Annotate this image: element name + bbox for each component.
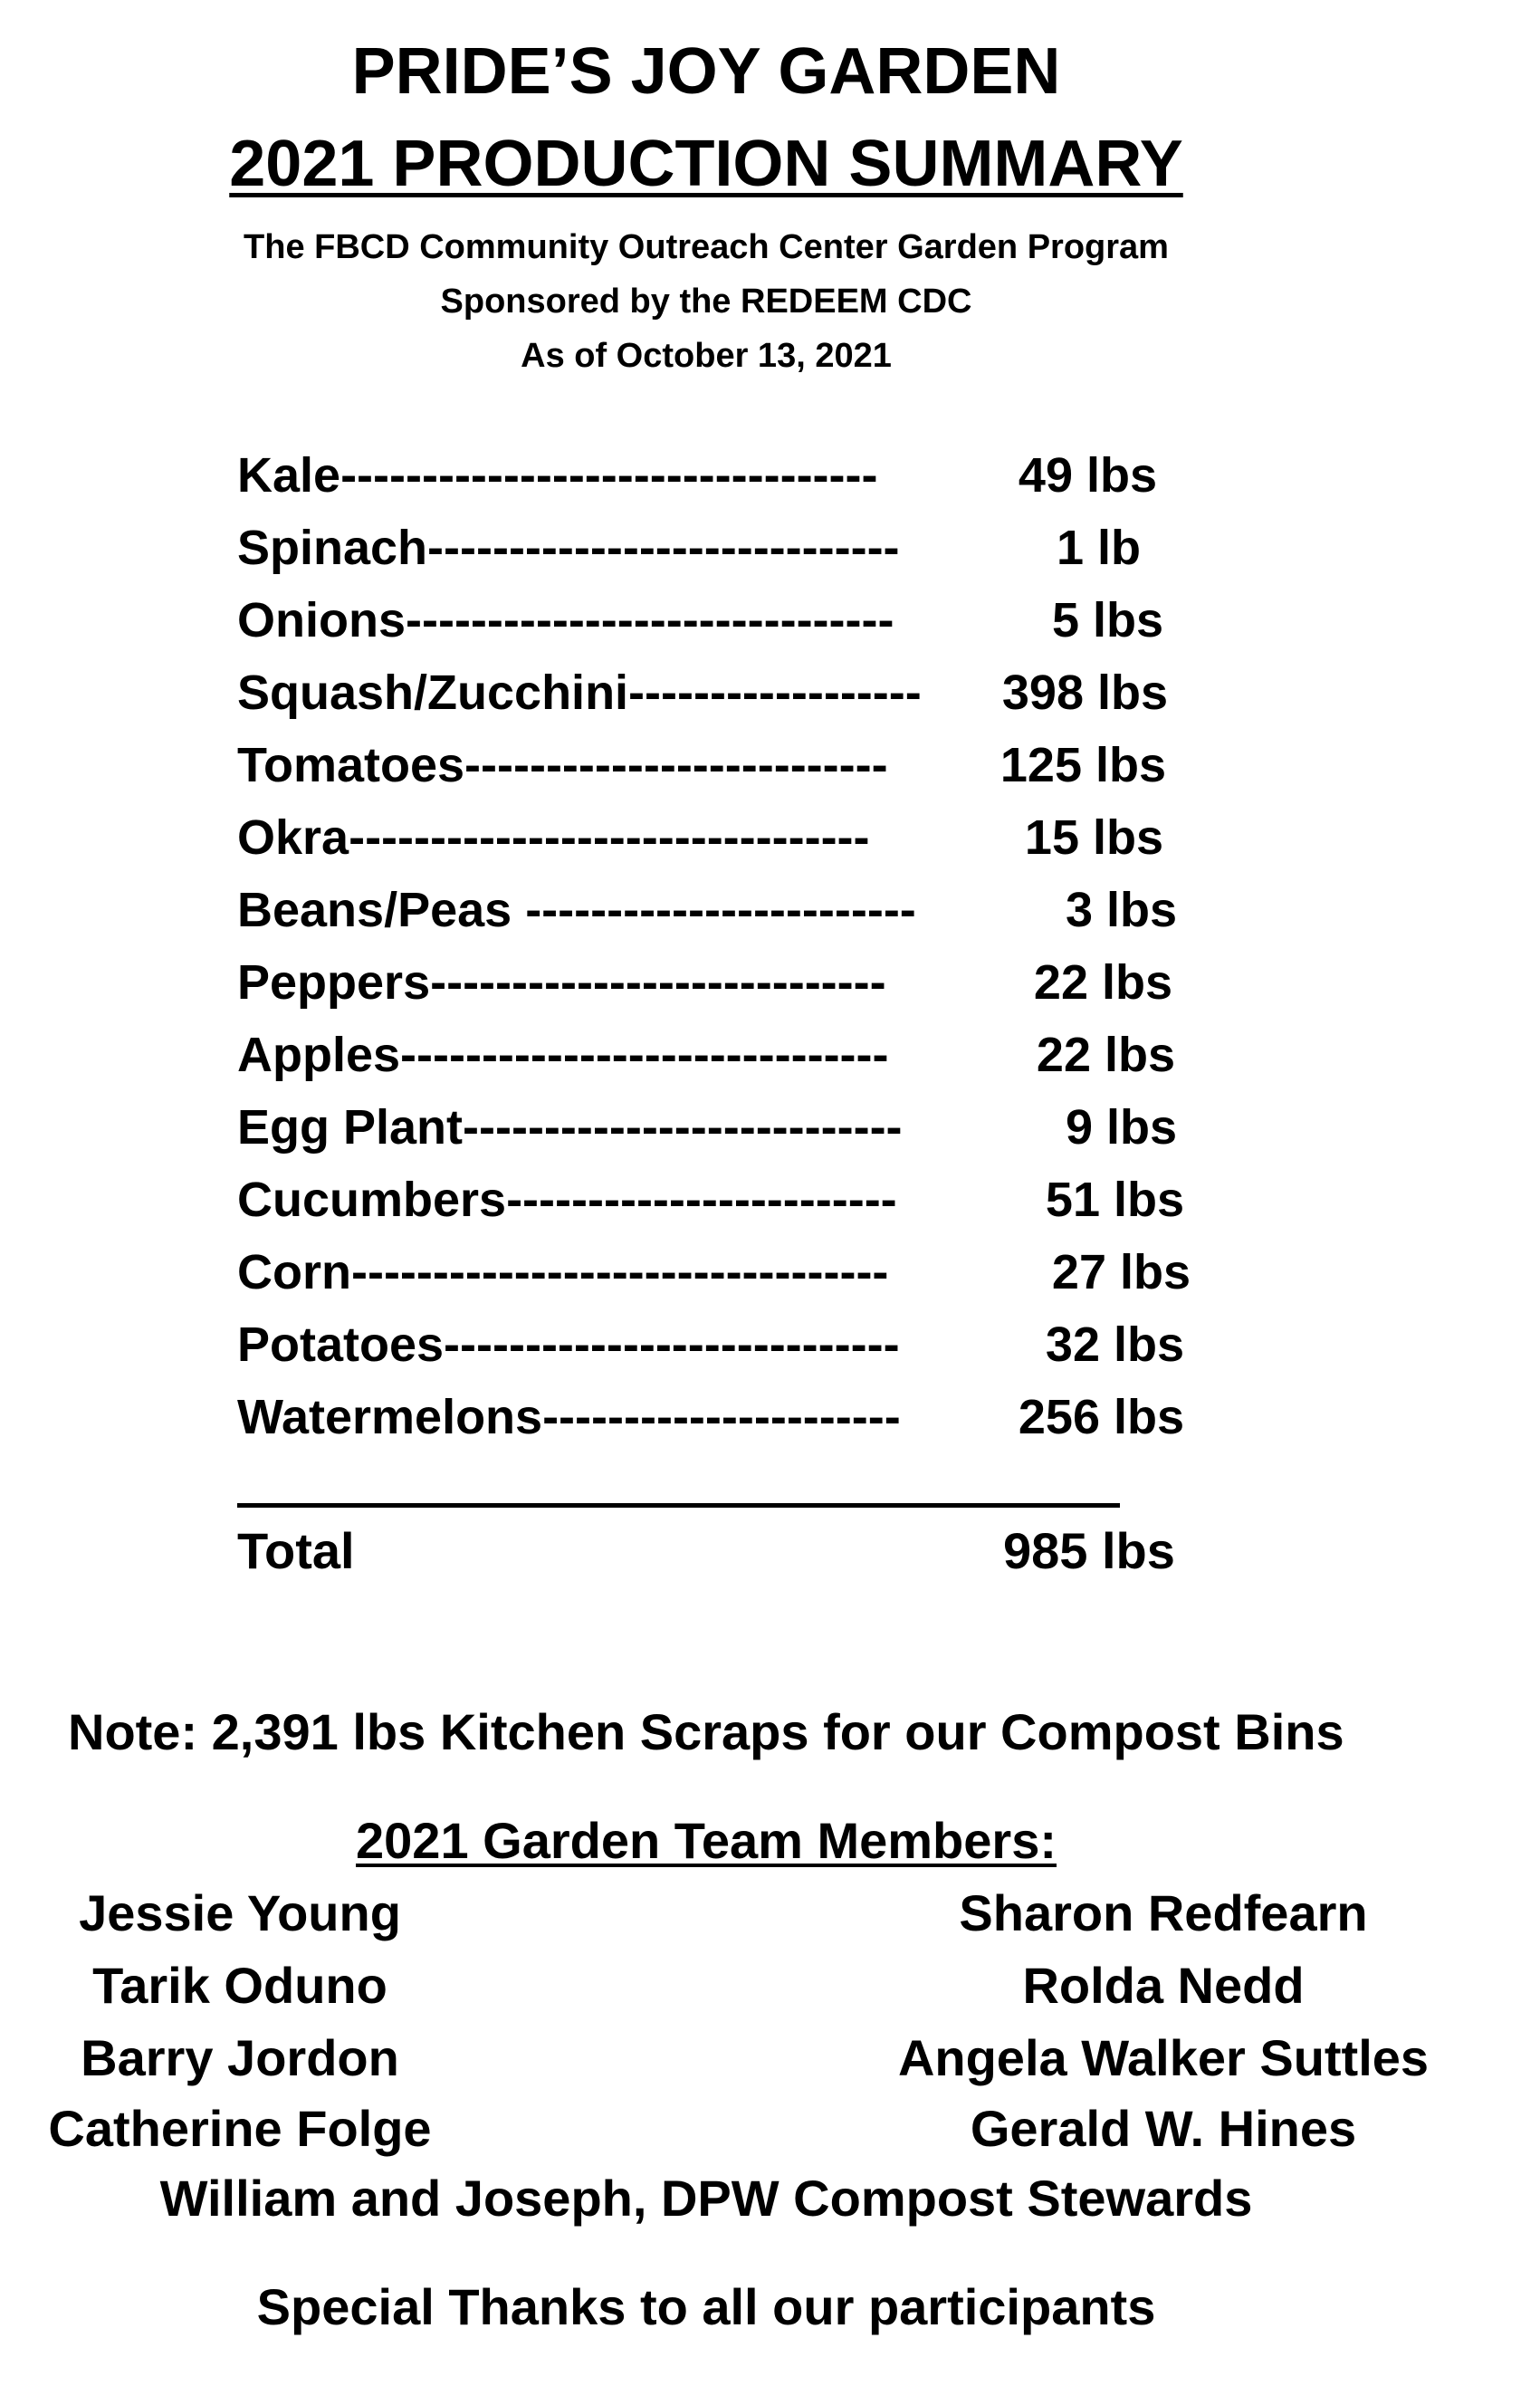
crop-name: Potatoes---------------------------- [237,1318,900,1372]
production-row [237,1313,1184,1376]
team-heading: 2021 Garden Team Members: [356,1812,1057,1869]
total-value: 985 lbs [1003,1522,1175,1579]
crop-amount: 22 lbs [1036,1028,1175,1082]
team-member: Catherine Folge [48,2100,432,2157]
production-row [237,733,1166,797]
production-row [237,589,1163,652]
production-row [237,1096,1177,1159]
closing-thanks: Special Thanks to all our participants [256,2278,1156,2335]
crop-name: Kale--------------------------------- [237,448,878,503]
team-member: Rolda Nedd [1022,1957,1305,2014]
crop-amount: 398 lbs [1001,666,1168,720]
crop-name: Onions------------------------------ [237,593,894,647]
crop-amount: 1 lb [1056,521,1141,575]
crop-name: Apples------------------------------ [237,1028,889,1082]
crop-name: Watermelons---------------------- [237,1390,901,1444]
crop-amount: 51 lbs [1045,1173,1184,1227]
production-row [237,1023,1175,1087]
crop-name: Okra-------------------------------- [237,810,870,865]
total-label: Total [237,1522,355,1579]
program-line: The FBCD Community Outreach Center Garden Program [244,228,1169,266]
compost-stewards: William and Joseph, DPW Compost Stewards [159,2170,1253,2227]
crop-name: Cucumbers------------------------ [237,1173,897,1227]
crop-name: Peppers---------------------------- [237,955,886,1010]
team-member: Jessie Young [79,1884,401,1941]
team-member: Angela Walker Suttles [897,2029,1430,2086]
crop-amount: 5 lbs [1051,593,1163,647]
crop-name: Beans/Peas ------------------------ [237,883,916,937]
compost-note: Note: 2,391 lbs Kitchen Scraps for our Compost Bins [68,1703,1344,1760]
sponsor-line: Sponsored by the REDEEM CDC [440,283,972,321]
crop-amount: 125 lbs [1000,738,1166,792]
production-row [237,444,1157,507]
production-row [237,806,1163,869]
production-row [237,1168,1184,1231]
crop-amount: 3 lbs [1065,883,1177,937]
crop-name: Spinach----------------------------- [237,521,900,575]
team-member: Barry Jordon [81,2029,399,2086]
crop-amount: 32 lbs [1045,1318,1184,1372]
crop-amount: 256 lbs [1018,1390,1184,1444]
production-row [237,516,1141,580]
crop-amount: 27 lbs [1051,1245,1191,1299]
crop-amount: 9 lbs [1065,1100,1177,1155]
production-row [237,878,1177,942]
crop-amount: 22 lbs [1033,955,1172,1010]
crop-amount: 49 lbs [1018,448,1157,503]
crop-name: Egg Plant--------------------------- [237,1100,903,1155]
production-row [237,661,1168,724]
page-subtitle-heading: 2021 PRODUCTION SUMMARY [229,128,1183,200]
production-row [237,1385,1184,1449]
page-title: PRIDE’S JOY GARDEN [351,35,1061,108]
team-member: Sharon Redfearn [959,1884,1368,1941]
crop-amount: 15 lbs [1024,810,1163,865]
crop-name: Tomatoes-------------------------- [237,738,888,792]
date-line: As of October 13, 2021 [521,337,892,375]
production-row [237,951,1172,1014]
crop-name: Corn--------------------------------- [237,1245,889,1299]
total-divider [237,1503,1120,1508]
team-member: Tarik Oduno [92,1957,387,2014]
team-member: Gerald W. Hines [970,2100,1357,2157]
crop-name: Squash/Zucchini------------------ [237,666,922,720]
production-row [237,1241,1191,1304]
